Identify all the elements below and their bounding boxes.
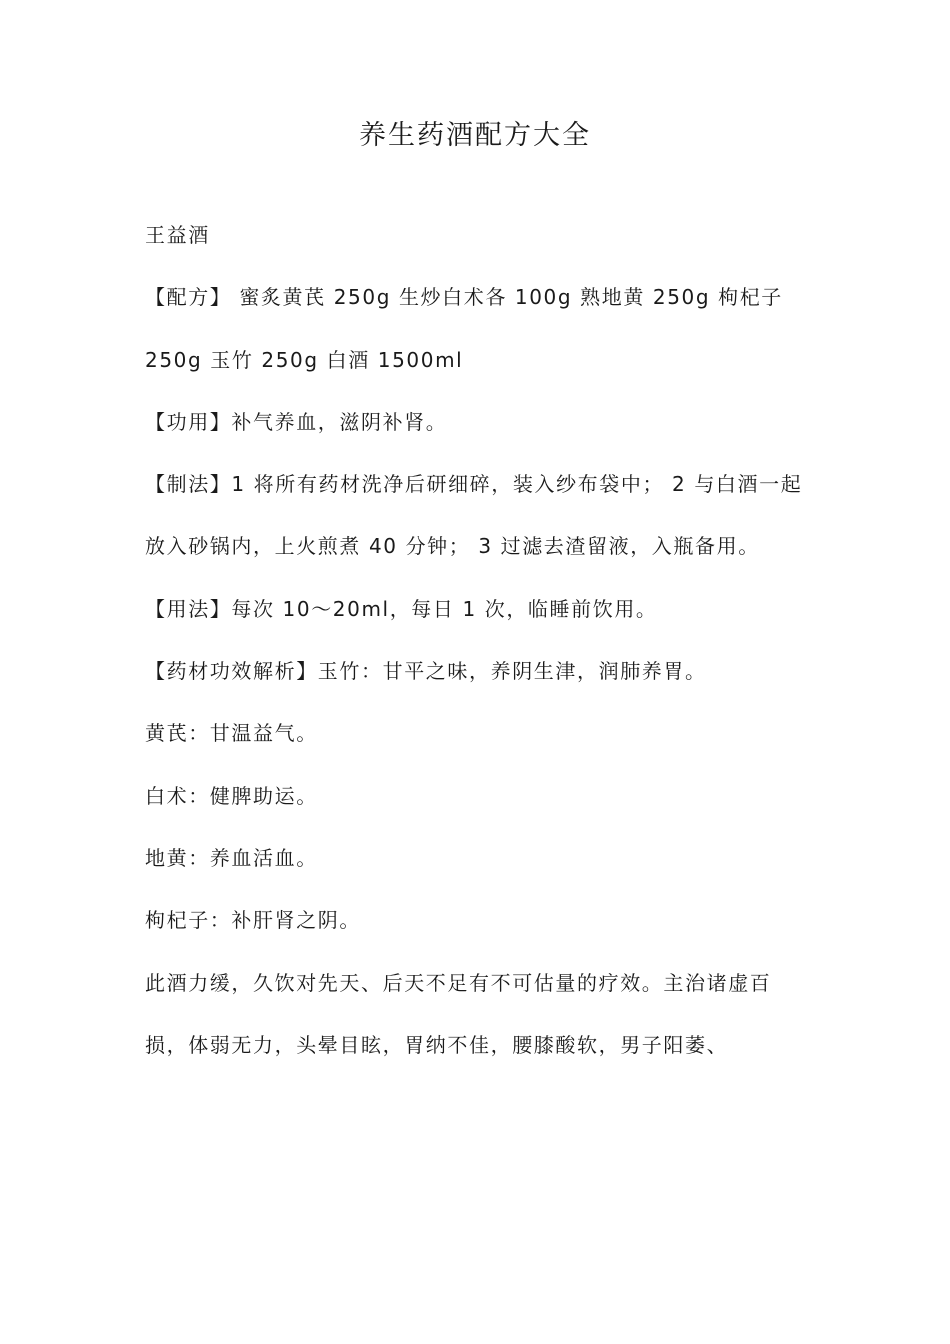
recipe-name: 王益酒 <box>145 223 210 247</box>
recipe-preparation: 【制法】1 将所有药材洗净后研细碎，装入纱布袋中； 2 与白酒一起放入砂锅内，上火煎煮 40 分钟； 3 过滤去渣留液，入瓶备用。 <box>145 472 803 559</box>
recipe-ingredients: 【配方】 蜜炙黄芪 250g 生炒白术各 100g 熟地黄 250g 枸杞子 250g 玉竹 250g 白酒 1500ml <box>145 285 783 372</box>
recipe-usage: 【用法】每次 10～20ml，每日 1 次，临睡前饮用。 <box>145 596 658 621</box>
herb-analysis-dihuang: 地黄：养血活血。 <box>145 845 318 870</box>
herb-analysis-huangqi: 黄芪：甘温益气。 <box>145 721 318 746</box>
herb-analysis-yuzhu: 【药材功效解析】玉竹：甘平之味，养阴生津，润肺养胃。 <box>145 659 707 684</box>
recipe-summary: 此酒力缓，久饮对先天、后天不足有不可估量的疗效。主治诸虚百损，体弱无力，头晕目眩，胃纳不佳，腰膝酸软，男子阳萎、 <box>145 970 772 1057</box>
document-title: 养生药酒配方大全 <box>359 120 591 151</box>
recipe-function: 【功用】补气养血，滋阴补肾。 <box>145 409 448 434</box>
herb-analysis-gouqizi: 枸杞子：补肝肾之阴。 <box>145 908 361 933</box>
herb-analysis-baizhu: 白术：健脾助运。 <box>145 783 318 808</box>
document-body <box>145 204 807 1076</box>
